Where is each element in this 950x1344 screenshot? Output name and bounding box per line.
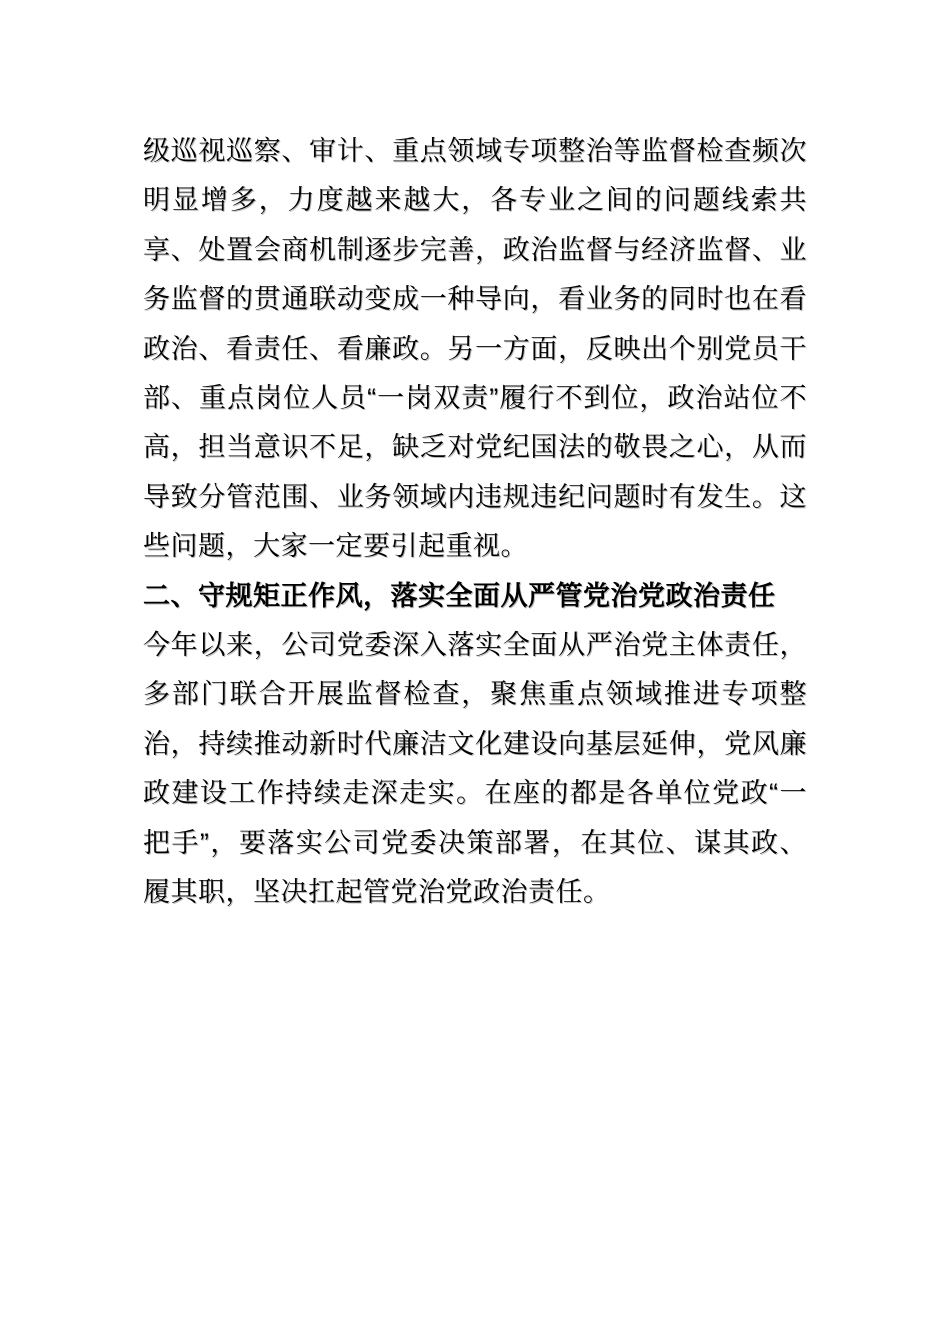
document-body <box>143 127 807 918</box>
paragraph-body: 今年以来，公司党委深入落实全面从严治党主体责任，多部门联合开展监督检查，聚焦重点领域推进专项整治，持续推动新时代廉洁文化建设向基层延伸，党风廉政建设工作持续走深走实。在座的都是各单位党政“一把手”，要落实公司党委决策部署，在其位、谋其政、履其职，坚决扛起管党治党政治责任。 <box>143 630 807 908</box>
section-heading: 二、守规矩正作风，落实全面从严管党治党政治责任 <box>143 580 776 611</box>
paragraph-continuation: 级巡视巡察、审计、重点领域专项整治等监督检查频次明显增多，力度越来越大，各专业之间的问题线索共享、处置会商机制逐步完善，政治监督与经济监督、业务监督的贯通联动变成一种导向，看业务的同时也在看政治、看责任、看廉政。另一方面，反映出个别党员干部、重点岗位人员“一岗双责”履行不到位，政治站位不高，担当意识不足，缺乏对党纪国法的敬畏之心，从而导致分管范围、业务领域内违规违纪问题时有发生。这些问题，大家一定要引起重视。 <box>143 136 807 562</box>
